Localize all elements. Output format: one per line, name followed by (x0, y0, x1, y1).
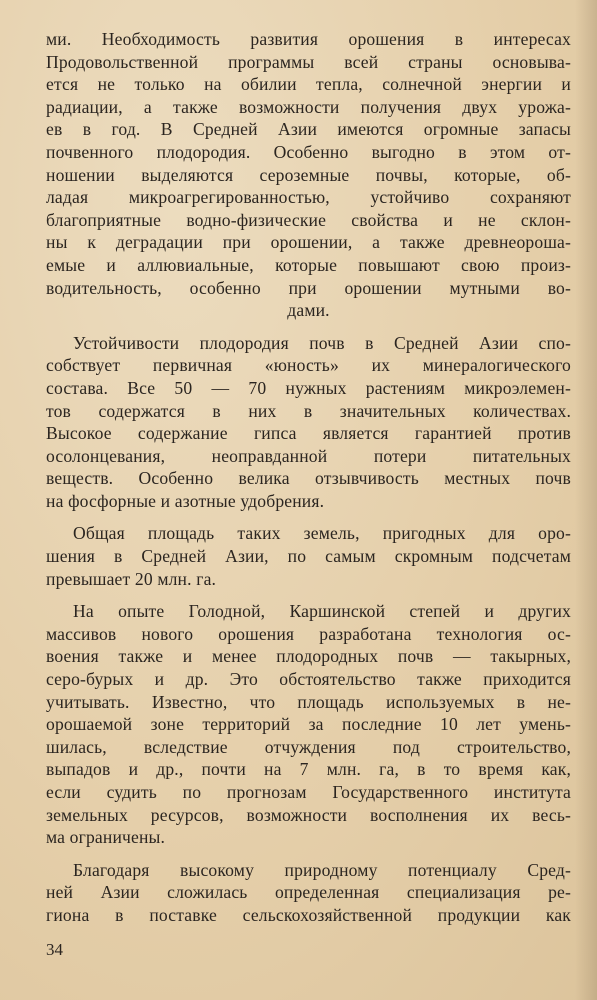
page-number: 34 (46, 940, 63, 959)
text-line: земельных ресурсов, возможности восполнения их весь- (46, 804, 571, 825)
text-line: На опыте Голодной, Каршинской степей и других (73, 601, 571, 622)
text-line: гиона в поставке сельскохозяйственной продукции как (46, 904, 571, 925)
page-edge-shadow (575, 0, 597, 1000)
text-line: Высокое содержание гипса является гарантией против (46, 423, 571, 444)
body-text (46, 28, 571, 928)
paragraph (46, 600, 571, 849)
text-line: учитывать. Известно, что площадь используемых в не- (46, 691, 571, 712)
text-line: орошаемой зоне территорий за последние 10 лет умень- (46, 714, 571, 735)
text-line: шилась, вследствие отчуждения под строительство, (46, 736, 571, 757)
text-line: благоприятные водно-физические свойства и не склон- (46, 209, 571, 230)
paragraph (46, 522, 571, 590)
text-line: состава. Все 50 — 70 нужных растениям микроэлемен- (46, 377, 571, 398)
text-line: выпадов и др., почти на 7 млн. га, в то время как, (46, 759, 571, 780)
text-line: ется не только на обилии тепла, солнечной энергии и (46, 74, 571, 95)
text-line: превышает 20 млн. га. (46, 568, 217, 589)
text-line: емые и аллювиальные, которые повышают свою произ- (46, 254, 571, 275)
text-line: если судить по прогнозам Государственного института (46, 782, 571, 802)
text-line: почвенного плодородия. Особенно выгодно в этом от- (46, 141, 571, 162)
text-line: ма ограничены. (46, 827, 166, 848)
text-line: шения в Средней Азии, по самым скромным подсчетам (46, 546, 571, 567)
text-line: ев в год. В Средней Азии имеются огромные запасы (46, 119, 571, 140)
text-line: ней Азии сложилась определенная специализация ре- (46, 882, 571, 903)
text-line: на фосфорные и азотные удобрения. (46, 490, 325, 511)
text-line: воения также и менее плодородных почв — такырных, (46, 646, 571, 667)
text-line: веществ. Особенно велика отзывчивость местных почв (46, 468, 571, 489)
text-line: Продовольственной программы всей страны основыва- (46, 51, 571, 72)
text-line: водительность, особенно при орошении мутными во- (46, 277, 571, 298)
paragraph (46, 332, 571, 513)
text-line: собствует первичная «юность» их минералогического (46, 355, 571, 376)
text-line: ми. Необходимость развития орошения в интересах (46, 29, 571, 49)
text-line: радиации, а также возможности получения двух урожа- (46, 96, 571, 117)
text-line: Общая площадь таких земель, пригодных для оро- (73, 523, 571, 544)
paragraph (46, 28, 571, 322)
text-line: ношении выделяются сероземные почвы, которые, об- (46, 164, 571, 185)
text-line: массивов нового орошения разработана технология ос- (46, 623, 571, 644)
text-line: ны к деградации при орошении, а также древнеороша- (46, 232, 571, 253)
paragraph (46, 859, 571, 928)
text-line: тов содержатся в них в значительных количествах. (46, 400, 571, 421)
text-line (46, 927, 571, 928)
text-line: Устойчивости плодородия почв в Средней Азии спо- (73, 332, 571, 353)
text-line: дами. (287, 300, 330, 321)
text-line: осолонцевания, неоправданной потери питательных (46, 445, 571, 466)
text-line: серо-бурых и др. Это обстоятельство также приходится (46, 669, 571, 690)
text-line: ладая микроагрегированностью, устойчиво сохраняют (46, 187, 571, 208)
text-line: Благодаря высокому природному потенциалу Сред- (73, 859, 571, 880)
